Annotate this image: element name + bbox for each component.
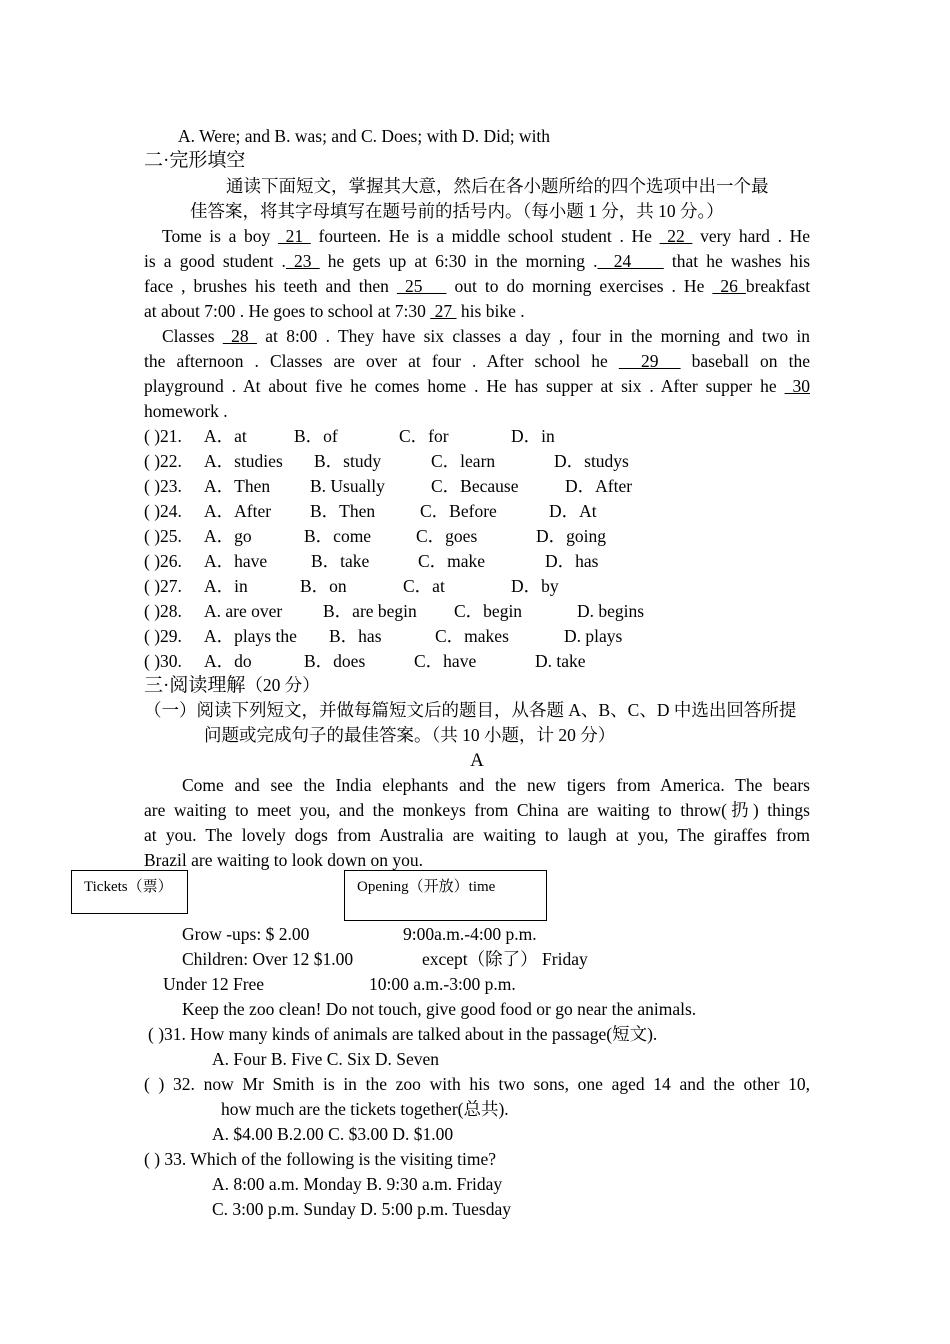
option-c: C．at [403,576,445,596]
section3-instruction-line2: 问题或完成句子的最佳答案。（共 10 小题，计 20 分） [204,725,616,745]
question-31-options: A. Four B. Five C. Six D. Seven [212,1049,440,1069]
option-a: A．do [204,651,252,671]
option-a: A．plays the [204,626,297,646]
option-a: A．studies [204,451,283,471]
option-c: C．for [399,426,449,446]
option-d: D．in [511,426,555,446]
option-b: B．are begin [323,601,417,621]
option-a: A．have [204,551,268,571]
option-d: D．by [511,576,559,596]
option-c: C．Before [420,501,497,521]
option-a: A．in [204,576,248,596]
section3-score: （20 分） [245,675,320,695]
passage-a-line2: are waiting to meet you, and the monkeys from China are waiting to throw(扔) things [144,800,810,820]
option-d: D．going [536,526,606,546]
opening-time-box [344,870,547,921]
blank-29: 29 [618,351,681,371]
question-33: ( ) 33. Which of the following is the visiting time? [144,1149,497,1169]
option-c: C．goes [416,526,478,546]
option-b: B．does [304,651,366,671]
option-d: D．has [545,551,599,571]
question-32-options: A. $4.00 B.2.00 C. $3.00 D. $1.00 [212,1124,454,1144]
question-32-line1: ( ) 32. now Mr Smith is in the zoo with his two sons, one aged 14 and the other 10, [144,1074,810,1094]
opening-time-label: Opening（开放）time [357,879,496,895]
option-b: B．has [329,626,382,646]
option-b: B．come [304,526,372,546]
option-a: A. are over [204,601,283,621]
passage-a-line4: Brazil are waiting to look down on you. [144,850,423,870]
question-31: ( )31. How many kinds of animals are talked about in the passage(短文). [148,1024,658,1044]
question-33-options-line1: A. 8:00 a.m. Monday B. 9:30 a.m. Friday [212,1174,503,1194]
cloze-passage-line2: is a good student . 23 he gets up at 6:30 in the morning . 24 that he washes his [144,251,811,271]
passage-a-label: A [470,750,484,771]
grownups-time: 9:00a.m.-4:00 p.m. [403,924,537,944]
under12-time: 10:00 a.m.-3:00 p.m. [369,974,516,994]
except-friday: except（除了） Friday [422,949,588,969]
option-a: A．go [204,526,252,546]
option-b: B．study [314,451,382,471]
option-b: B．Then [310,501,376,521]
children-price: Children: Over 12 $1.00 [182,949,354,969]
option-a: A．at [204,426,247,446]
question-number: ( )26. [144,551,182,571]
option-b: B．take [311,551,370,571]
option-c: C．learn [431,451,496,471]
grownups-price: Grow -ups: $ 2.00 [182,924,310,944]
section2-instruction-line1: 通读下面短文，掌握其大意，然后在各小题所给的四个选项中出一个最 [226,176,769,196]
cloze-passage-line4: at about 7:00 . He goes to school at 7:30 27 his bike . [144,301,525,321]
passage-a-line3: at you. The lovely dogs from Australia are waiting to laugh at you, The giraffes from [144,825,810,845]
cloze-passage-line3: face , brushes his teeth and then 25 out to do morning exercises . He 26 breakfast [144,276,811,296]
cloze-passage-line7: playground . At about five he comes home . He has supper at six . After supper he 30 [144,376,811,396]
zoo-rules: Keep the zoo clean! Do not touch, give good food or go near the animals. [182,999,697,1019]
blank-30: 30 [784,376,811,396]
option-d: D．studys [554,451,629,471]
question-number: ( )21. [144,426,182,446]
section3-title: 三·阅读理解 [144,675,246,696]
blank-27: 27 [430,301,457,321]
question-number: ( )27. [144,576,182,596]
question-number: ( )23. [144,476,182,496]
question-32-line2: how much are the tickets together(总共). [221,1099,509,1119]
option-b: B. Usually [310,476,385,496]
blank-22: 22 [659,226,693,246]
option-c: C．have [414,651,477,671]
question-33-options-line2: C. 3:00 p.m. Sunday D. 5:00 p.m. Tuesday [212,1199,511,1219]
blank-25: 25 [396,276,447,296]
section3-instruction-line1: （一）阅读下列短文，并做每篇短文后的题目，从各题 A、B、C、D 中选出回答所提 [144,700,797,720]
question-number: ( )30. [144,651,182,671]
option-d: D. plays [564,626,623,646]
section2-instruction-line2: 佳答案，将其字母填写在题号前的括号内。（每小题 1 分，共 10 分。） [190,201,724,221]
option-d: D. begins [577,601,645,621]
option-a: A．Then [204,476,271,496]
question-number: ( )25. [144,526,182,546]
previous-question-options: A. Were; and B. was; and C. Does; with D. Did; with [178,126,551,146]
option-d: D. take [535,651,586,671]
section2-title: 二·完形填空 [144,150,246,171]
blank-21: 21 [277,226,311,246]
cloze-passage-line5: Classes 28 at 8:00 . They have six classes a day , four in the morning and two in [162,326,811,346]
option-c: C．makes [435,626,509,646]
question-number: ( )29. [144,626,182,646]
blank-26: 26 [712,276,746,296]
option-c: C．make [418,551,486,571]
blank-28: 28 [222,326,257,346]
question-number: ( )28. [144,601,182,621]
cloze-passage-line1: Tome is a boy 21 fourteen. He is a middle school student . He 22 very hard . He [162,226,811,246]
blank-24: 24 [597,251,664,271]
cloze-passage-line8: homework . [144,401,228,421]
under12-price: Under 12 Free [163,974,265,994]
cloze-passage-line6: the afternoon . Classes are over at four . After school he 29 baseball on the [144,351,810,371]
option-c: C．begin [454,601,523,621]
option-d: D．At [549,501,597,521]
blank-23: 23 [285,251,320,271]
option-b: B．on [300,576,347,596]
option-a: A．After [204,501,272,521]
option-c: C．Because [431,476,519,496]
tickets-box [71,870,188,914]
option-d: D．After [565,476,633,496]
passage-a-line1: Come and see the India elephants and the new tigers from America. The bears [182,775,810,795]
question-number: ( )24. [144,501,182,521]
tickets-label: Tickets（票） [84,879,173,895]
option-b: B．of [294,426,338,446]
section3-title-row [144,673,320,698]
question-number: ( )22. [144,451,182,471]
